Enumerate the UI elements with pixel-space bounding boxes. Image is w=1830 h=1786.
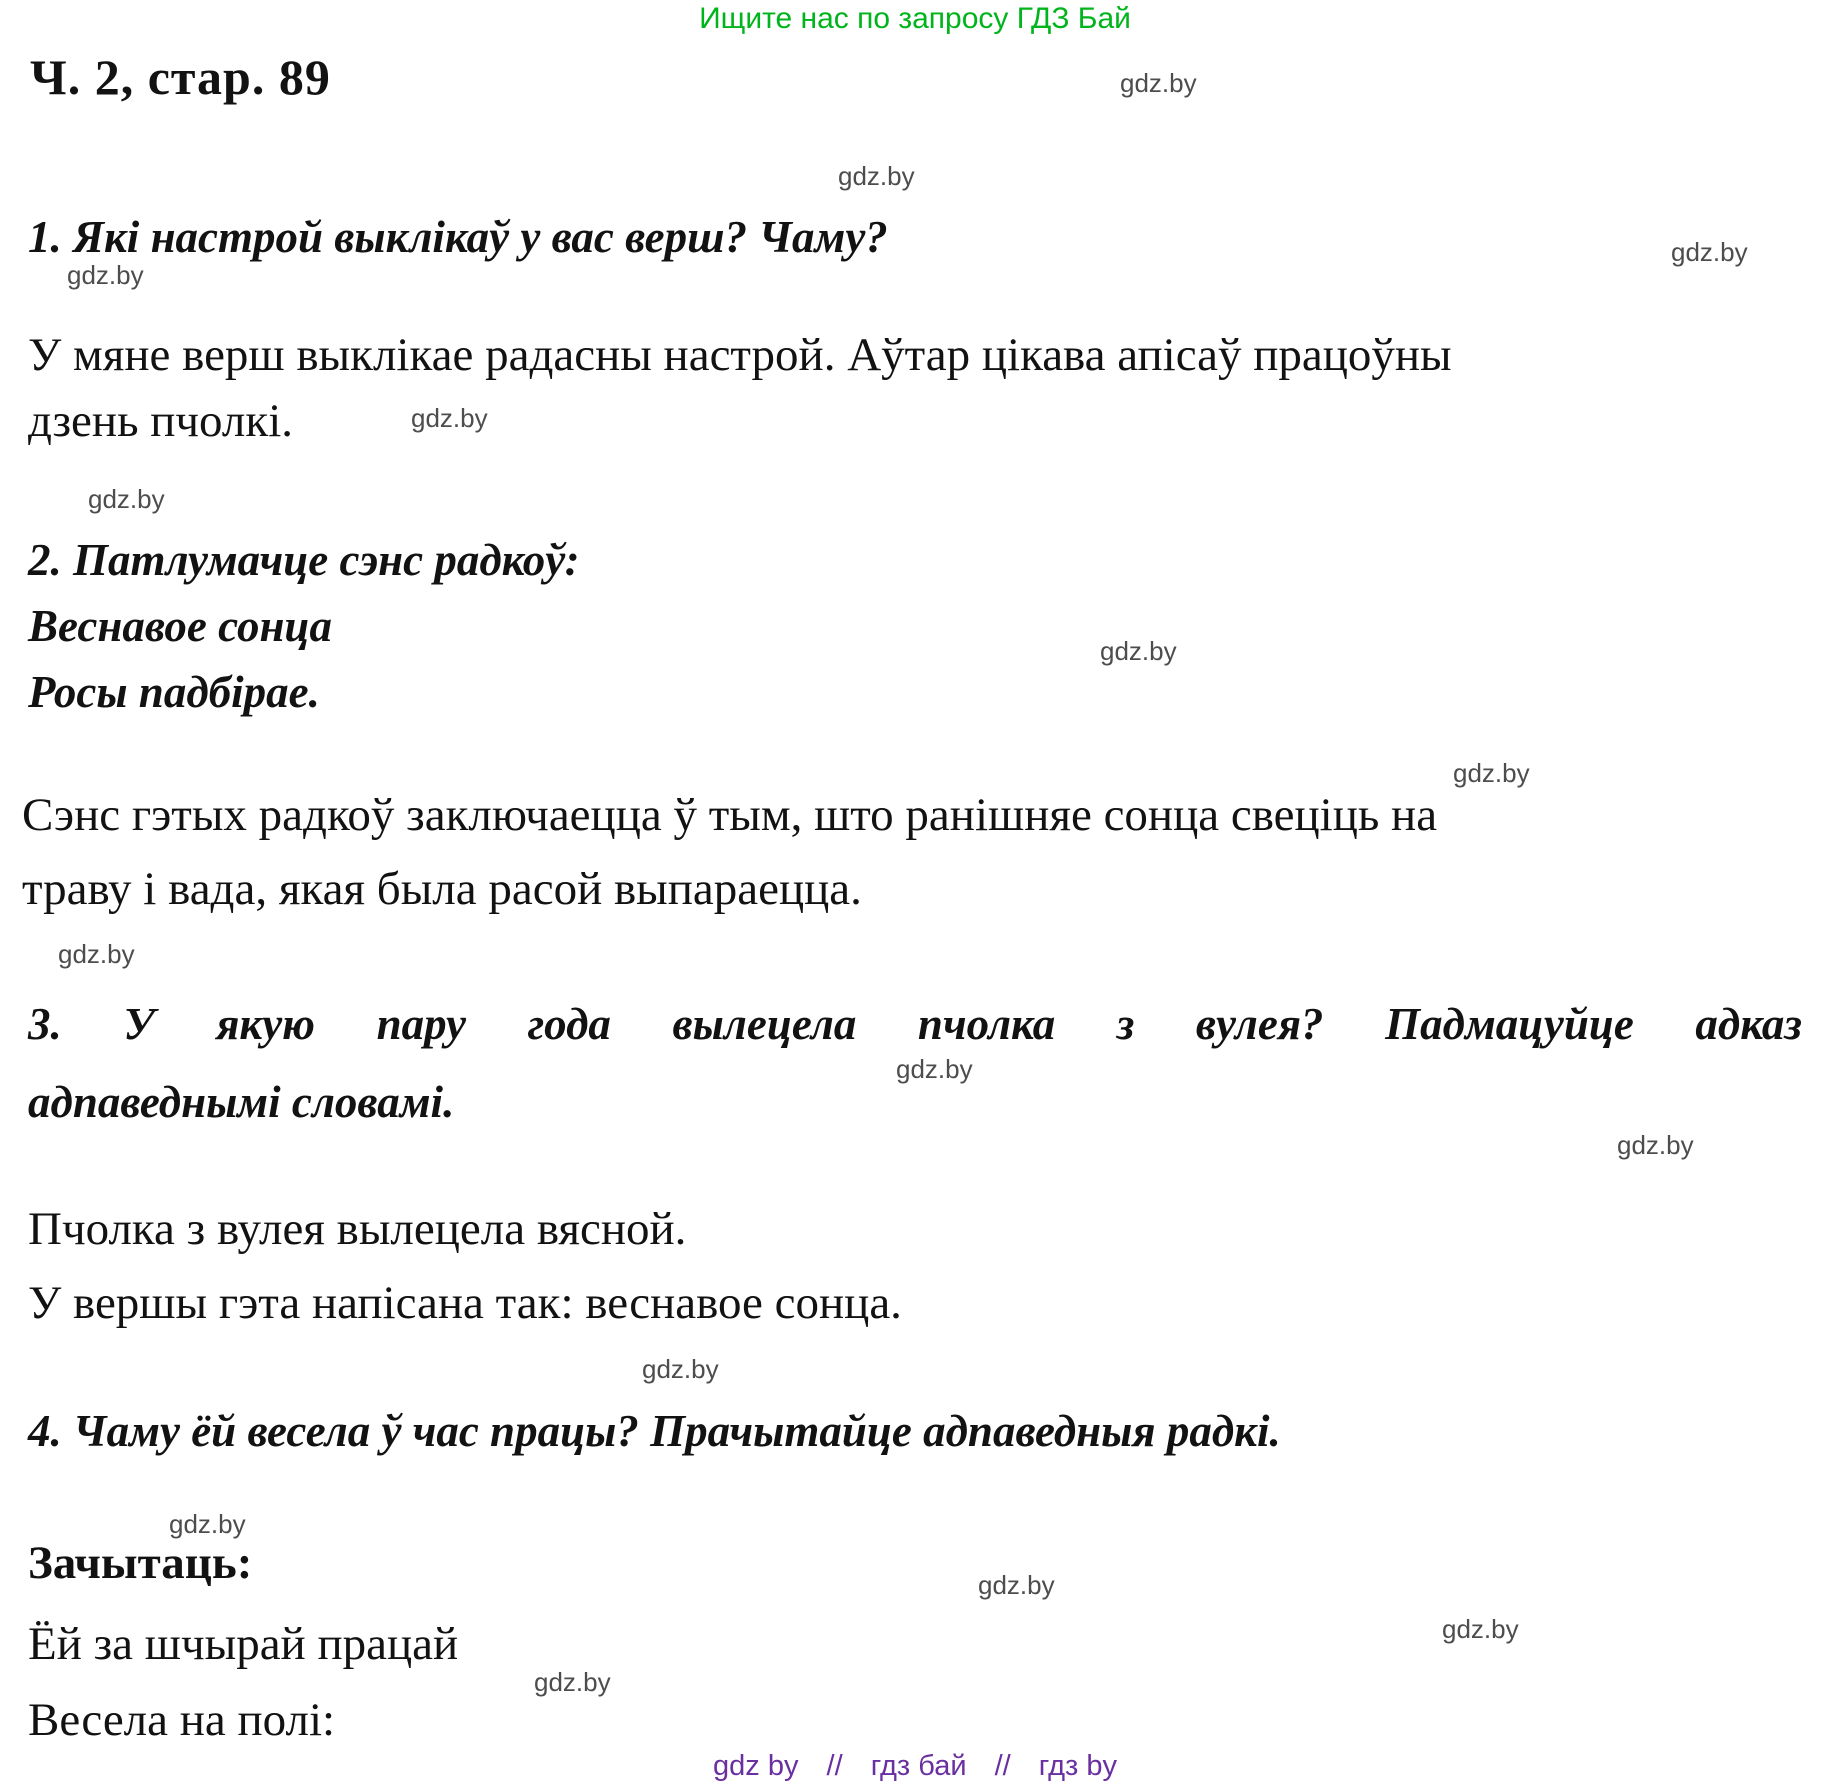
gdz-watermark: gdz.by <box>1120 68 1197 98</box>
footer-link-gdz-by[interactable]: gdz by <box>713 1750 799 1782</box>
answer-4 <box>28 1606 458 1758</box>
footer-link-gdz-bai[interactable]: гдз бай <box>870 1750 967 1782</box>
gdz-watermark: gdz.by <box>88 484 165 514</box>
gdz-watermark: gdz.by <box>411 403 488 433</box>
gdz-watermark: gdz.by <box>1442 1614 1519 1644</box>
answer-4-line-2: Весела на полі: <box>28 1694 336 1746</box>
gdz-watermark: gdz.by <box>169 1509 246 1539</box>
question-2 <box>28 527 580 725</box>
question-3-line-1: 3. У якую пару года вылецела пчолка з вулея? Падмацуйце адказ <box>28 999 1802 1049</box>
gdz-watermark: gdz.by <box>67 260 144 290</box>
answer-2 <box>22 778 1802 926</box>
answer-4-line-1: Ёй за шчырай працай <box>28 1618 459 1670</box>
footer <box>0 1750 1830 1783</box>
footer-separator: // <box>994 1750 1011 1782</box>
read-aloud-label: Зачытаць: <box>28 1537 253 1589</box>
answer-2-line-2: траву і вада, якая была расой выпараецца. <box>22 863 862 915</box>
question-1: 1. Які настрой выклікаў у вас верш? Чаму? <box>28 212 888 262</box>
gdz-watermark: gdz.by <box>1617 1130 1694 1160</box>
question-2-line-2: Веснавое сонца <box>28 601 332 651</box>
question-2-line-3: Росы падбірае. <box>28 667 320 717</box>
gdz-watermark: gdz.by <box>896 1054 973 1084</box>
gdz-watermark: gdz.by <box>58 939 135 969</box>
answer-3 <box>28 1192 1800 1340</box>
gdz-watermark: gdz.by <box>1100 636 1177 666</box>
answer-1-line-2: дзень пчолкі. <box>28 395 294 447</box>
question-3-line-2: адпаведнымі словамі. <box>28 1077 455 1127</box>
promo-text: Ищите нас по запросу ГДЗ Бай <box>699 2 1131 35</box>
question-2-line-1: 2. Патлумачце сэнс радкоў: <box>28 535 580 585</box>
question-4: 4. Чаму ёй весела ў час працы? Прачытайце адпаведныя радкі. <box>28 1406 1281 1456</box>
footer-link-gdz-by-2[interactable]: гдз by <box>1038 1750 1117 1782</box>
gdz-watermark: gdz.by <box>1671 237 1748 267</box>
page-title: Ч. 2, стар. 89 <box>30 49 331 105</box>
gdz-watermark: gdz.by <box>1453 758 1530 788</box>
answer-1-line-1: У мяне верш выклікае радасны настрой. Аўтар цікава апісаў працоўны <box>28 329 1452 381</box>
answer-1 <box>28 322 1800 454</box>
gdz-watermark: gdz.by <box>838 161 915 191</box>
gdz-watermark: gdz.by <box>978 1570 1055 1600</box>
gdz-watermark: gdz.by <box>534 1667 611 1697</box>
footer-separator: // <box>826 1750 843 1782</box>
gdz-watermark: gdz.by <box>642 1354 719 1384</box>
answer-3-line-1: Пчолка з вулея вылецела вясной. <box>28 1203 687 1255</box>
answer-3-line-2: У вершы гэта напісана так: веснавое сонца. <box>28 1277 902 1329</box>
answer-2-line-1: Сэнс гэтых радкоў заключаецца ў тым, што ранішняе сонца свеціць на <box>22 789 1438 841</box>
